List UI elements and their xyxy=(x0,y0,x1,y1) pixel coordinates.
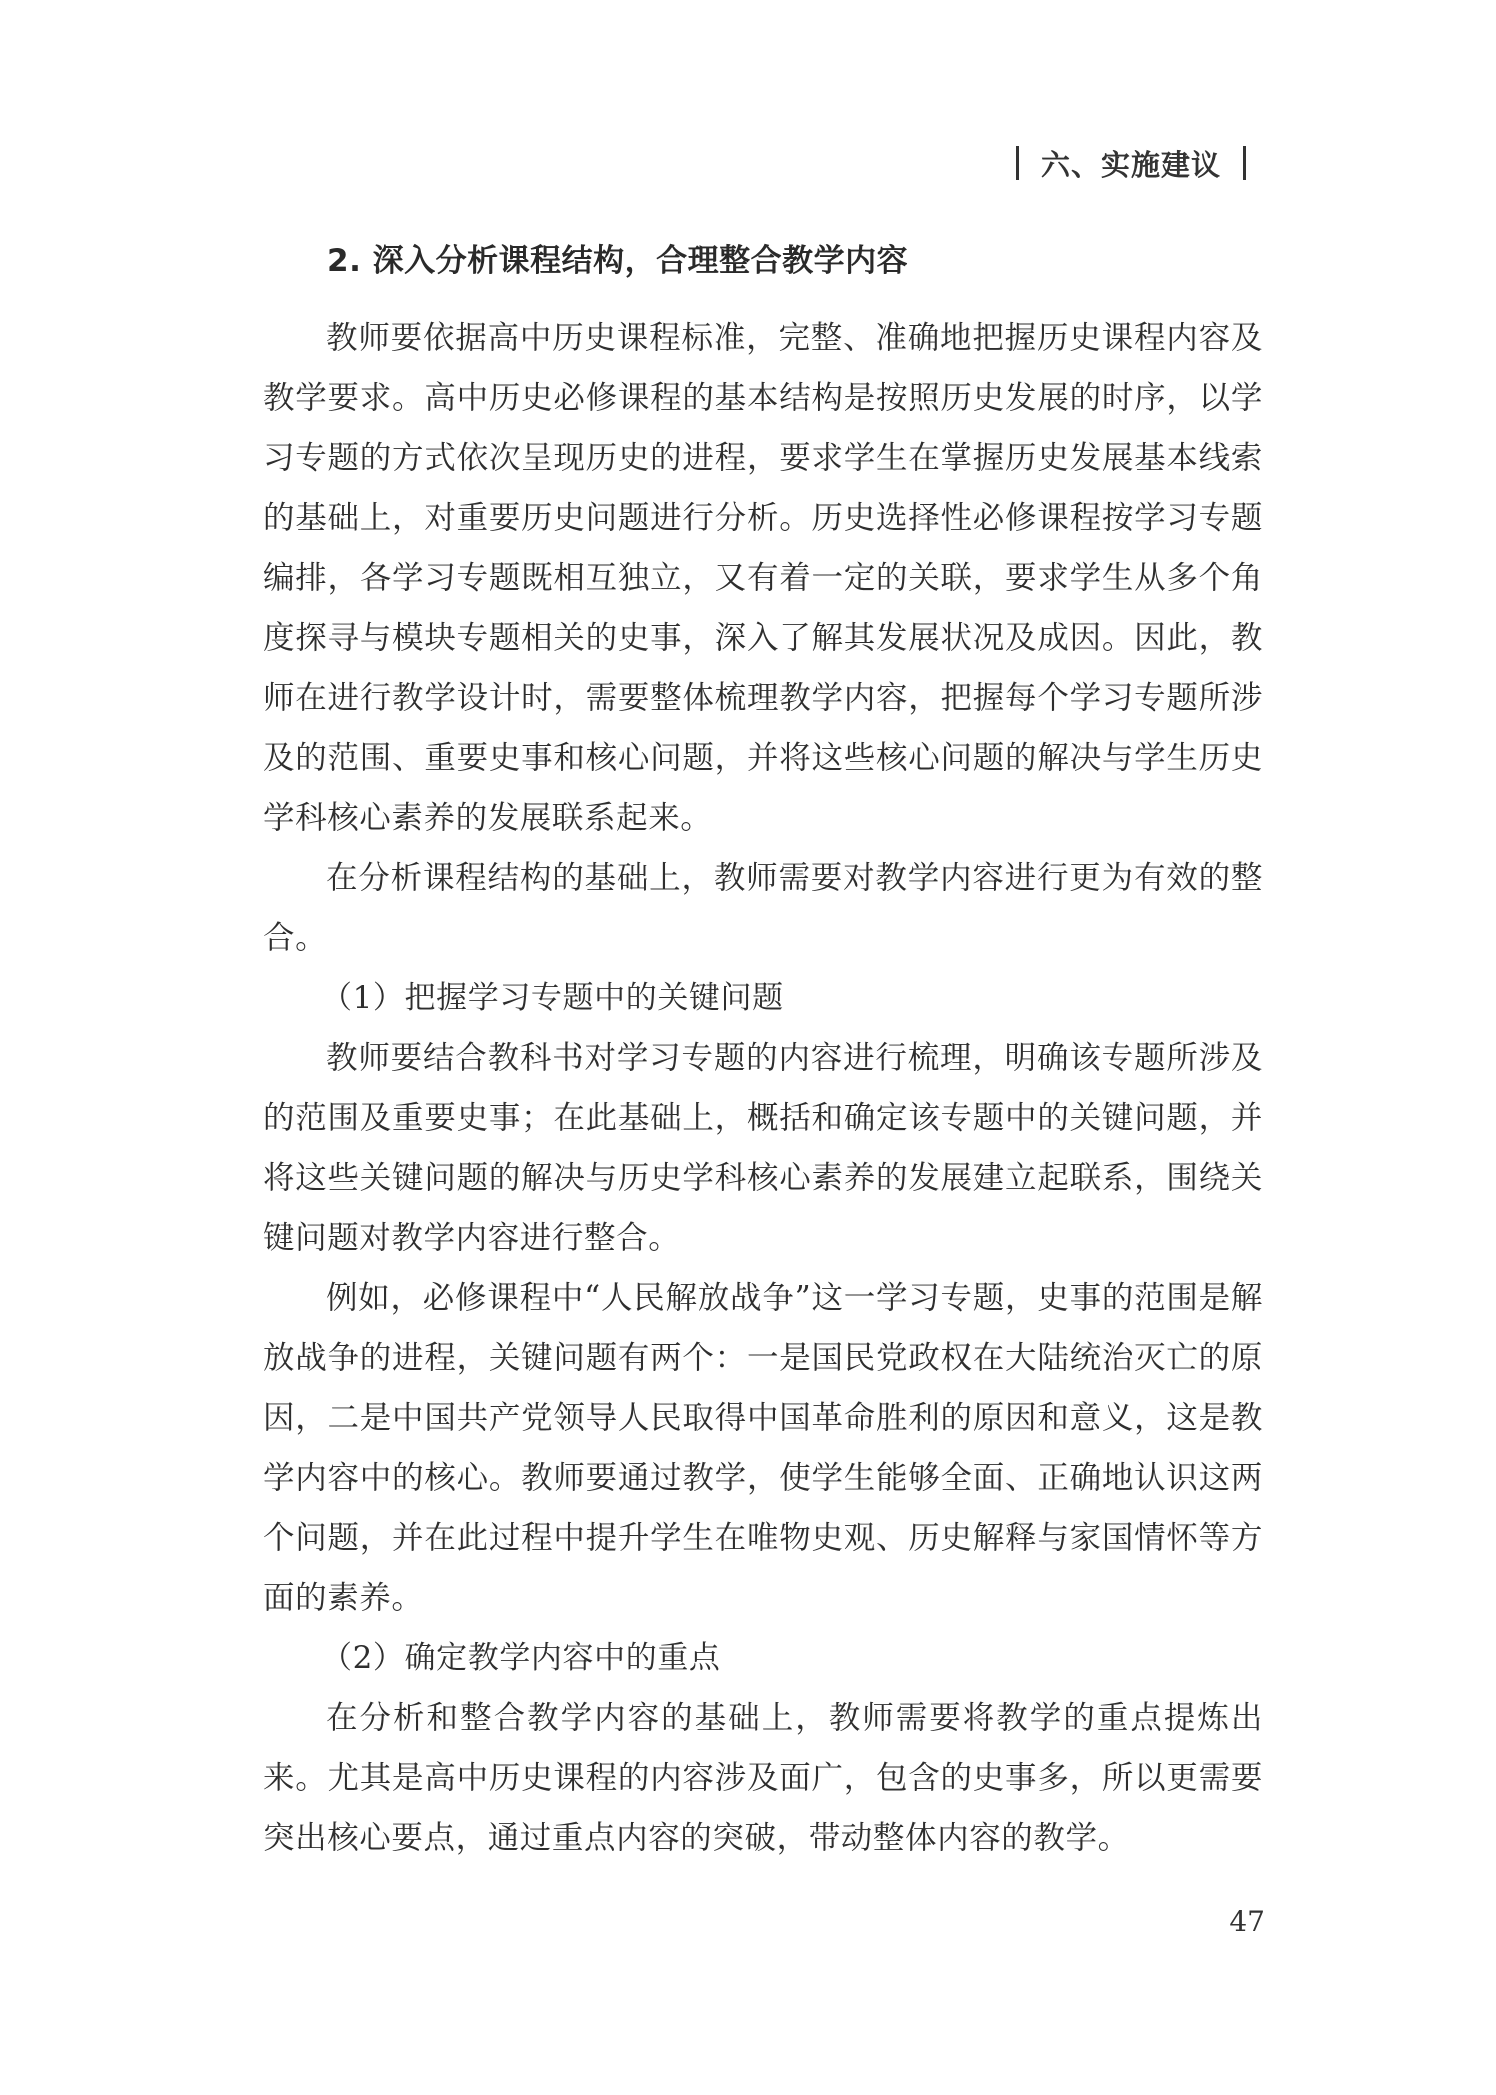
running-head xyxy=(994,141,1268,185)
section-heading: 2. 深入分析课程结构，合理整合教学内容 xyxy=(327,243,909,279)
running-head-right-bar xyxy=(1243,146,1246,180)
page-body xyxy=(263,236,1263,1868)
subsection-1-paragraph-2: 例如，必修课程中“人民解放战争”这一学习专题，史事的范围是解放战争的进程，关键问题有两个：一是国民党政权在大陆统治灭亡的原因，二是中国共产党领导人民取得中国革命胜利的原因和意义，这是教学内容中的核心。教师要通过教学，使学生能够全面、正确地认识这两个问题，并在此过程中提升学生在唯物史观、历史解释与家国情怀等方面的素养。 xyxy=(263,1280,1263,1616)
subsection-2-paragraph-1: 在分析和整合教学内容的基础上，教师需要将教学的重点提炼出来。尤其是高中历史课程的内容涉及面广，包含的史事多，所以更需要突出核心要点，通过重点内容的突破，带动整体内容的教学。 xyxy=(263,1700,1263,1856)
subsection-1-heading: （1）把握学习专题中的关键问题 xyxy=(321,980,784,1016)
chapter-title: 六、实施建议 xyxy=(1040,147,1221,182)
section-paragraph-1: 教师要依据高中历史课程标准，完整、准确地把握历史课程内容及教学要求。高中历史必修课程的基本结构是按照历史发展的时序，以学习专题的方式依次呈现历史的进程，要求学生在掌握历史发展基本线索的基础上，对重要历史问题进行分析。历史选择性必修课程按学习专题编排，各学习专题既相互独立，又有着一定的关联，要求学生从多个角度探寻与模块专题相关的史事，深入了解其发展状况及成因。因此，教师在进行教学设计时，需要整体梳理教学内容，把握每个学习专题所涉及的范围、重要史事和核心问题，并将这些核心问题的解决与学生历史学科核心素养的发展联系起来。 xyxy=(263,320,1263,836)
page-number: 47 xyxy=(1229,1905,1265,1938)
running-head-left-bar xyxy=(1016,146,1019,180)
subsection-1-paragraph-1: 教师要结合教科书对学习专题的内容进行梳理，明确该专题所涉及的范围及重要史事；在此基础上，概括和确定该专题中的关键问题，并将这些关键问题的解决与历史学科核心素养的发展建立起联系，围绕关键问题对教学内容进行整合。 xyxy=(263,1040,1263,1256)
subsection-2-heading: （2）确定教学内容中的重点 xyxy=(321,1640,721,1676)
section-paragraph-2: 在分析课程结构的基础上，教师需要对教学内容进行更为有效的整合。 xyxy=(263,860,1263,956)
